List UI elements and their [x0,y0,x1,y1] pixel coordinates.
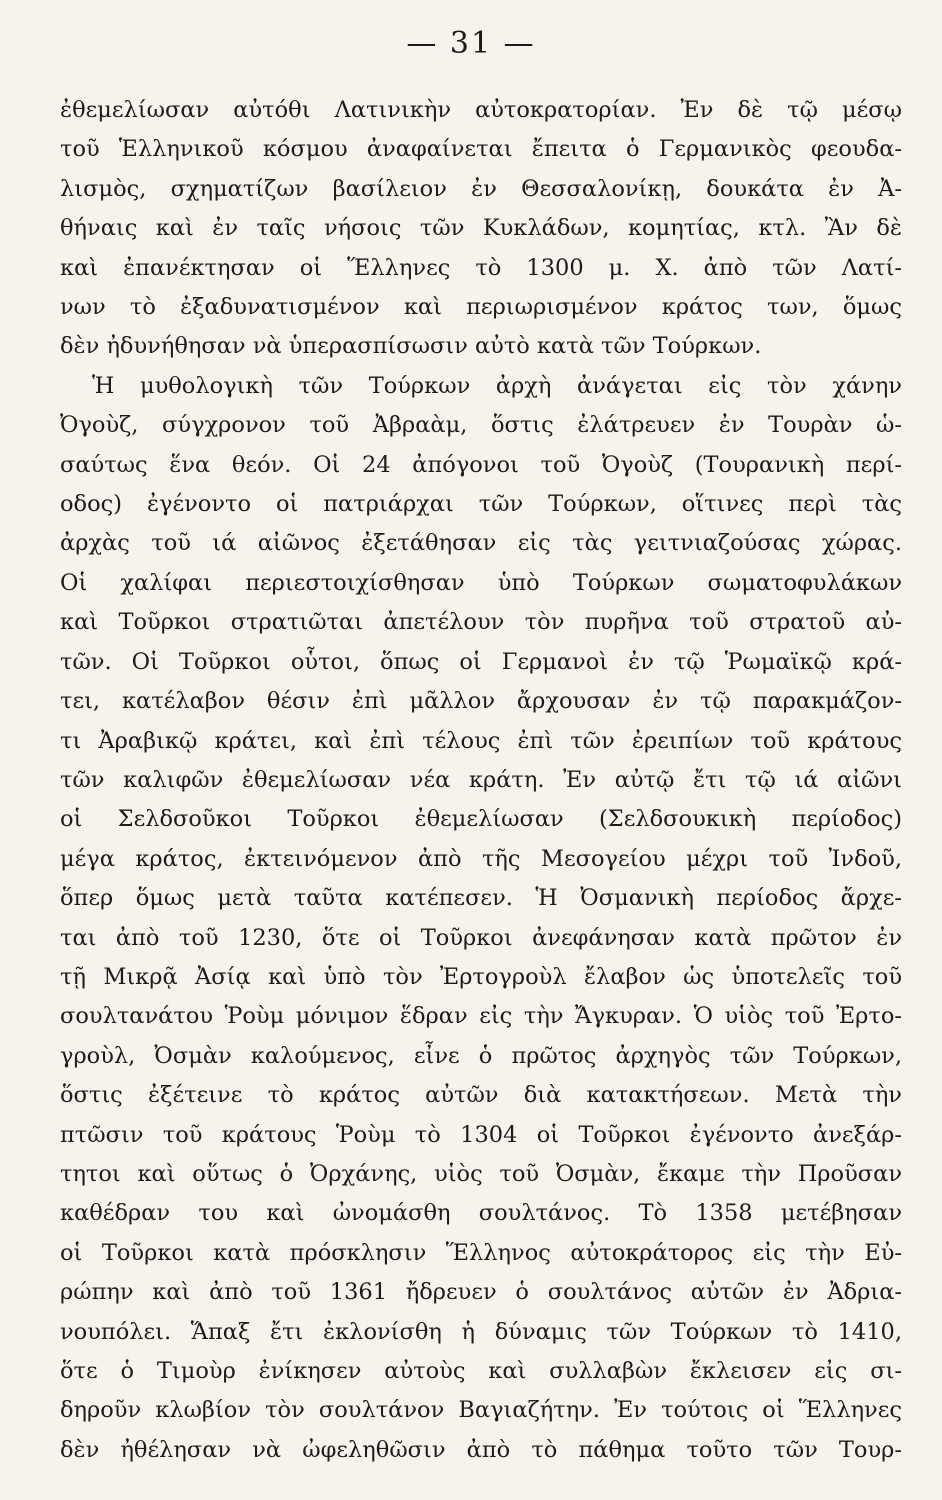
text-line: δὲν ἠθέλησαν νὰ ὠφεληθῶσιν ἀπὸ τὸ πάθημα τοῦτο τῶν Τουρ- [60,1436,902,1463]
text-line: καὶ Τοῦρκοι στρατιῶται ἀπετέλουν τὸν πυρῆνα τοῦ στρατοῦ αὐ- [60,609,902,636]
text-line: τῶν καλιφῶν ἐθεμελίωσαν νέα κράτη. Ἐν αὐτῷ ἔτι τῷ ιά αἰῶνι [60,766,902,793]
text-line: γροὺλ, Ὀσμὰν καλούμενος, εἶνε ὁ πρῶτος ἀρχηγὸς τῶν Τούρκων, [60,1042,902,1069]
text-line: νουπόλει. Ἅπαξ ἔτι ἐκλονίσθη ἡ δύναμις τῶν Τούρκων τὸ 1410, [60,1318,902,1345]
text-line: Οἱ χαλίφαι περιεστοιχίσθησαν ὑπὸ Τούρκων σωματοφυλάκων [60,569,902,596]
text-line: καθέδραν του καὶ ὠνομάσθη σουλτάνος. Τὸ 1358 μετέβησαν [60,1200,902,1227]
text-line: νων τὸ ἐξαδυνατισμένον καὶ περιωρισμένον κράτος των, ὅμως [60,294,902,321]
text-line: Ἡ μυθολογικὴ τῶν Τούρκων ἀρχὴ ἀνάγεται εἰς τὸν χάνην [92,372,902,399]
text-line: τητοι καὶ οὕτως ὁ Ὀρχάνης, υἱὸς τοῦ Ὀσμὰν, ἔκαμε τὴν Προῦσαν [60,1160,902,1187]
text-line: λισμὸς, σχηματίζων βασίλειον ἐν Θεσσαλονίκῃ, δουκάτα ἐν Ἀ- [60,175,902,202]
text-line: ται ἀπὸ τοῦ 1230, ὅτε οἱ Τοῦρκοι ἀνεφάνησαν κατὰ πρῶτον ἐν [60,924,902,951]
text-line: ὅτε ὁ Τιμοὺρ ἐνίκησεν αὐτοὺς καὶ συλλαβὼν ἔκλεισεν εἰς σι- [60,1358,902,1384]
text-line: τει, κατέλαβον θέσιν ἐπὶ μᾶλλον ἄρχουσαν ἐν τῷ παρακμάζον- [60,688,902,715]
text-line: τῶν. Οἱ Τοῦρκοι οὗτοι, ὅπως οἱ Γερμανοὶ ἐν τῷ Ῥωμαϊκῷ κρά- [60,648,902,675]
text-line: ρώπην καὶ ἀπὸ τοῦ 1361 ἤδρευεν ὁ σουλτάνος αὐτῶν ἐν Ἀδρια- [60,1279,902,1306]
text-line: Ὀγοὺζ, σύγχρονον τοῦ Ἀβραὰμ, ὅστις ἐλάτρευεν ἐν Τουρὰν ὡ- [60,412,902,439]
text-line: θήναις καὶ ἐν ταῖς νήσοις τῶν Κυκλάδων, κομητίας, κτλ. Ἂν δὲ [60,215,902,242]
text-line: δηροῦν κλωβίον τὸν σουλτάνον Βαγιαζήτην. Ἐν τούτοις οἱ Ἕλληνες [60,1397,902,1424]
text-line: τῇ Μικρᾷ Ἀσίᾳ καὶ ὑπὸ τὸν Ἐρτογροὺλ ἔλαβον ὡς ὑποτελεῖς τοῦ [60,963,902,990]
body-text [60,91,902,1470]
text-line: σουλτανάτου Ῥοὺμ μόνιμον ἕδραν εἰς τὴν Ἄγκυραν. Ὁ υἱὸς τοῦ Ἐρτο- [60,1003,902,1030]
text-line: οἱ Τοῦρκοι κατὰ πρόσκλησιν Ἕλληνος αὐτοκράτορος εἰς τὴν Εὐ- [60,1239,902,1266]
text-line: ὅστις ἐξέτεινε τὸ κράτος αὐτῶν διὰ κατακτήσεων. Μετὰ τὴν [60,1082,902,1109]
text-line: πτῶσιν τοῦ κράτους Ῥοὺμ τὸ 1304 οἱ Τοῦρκοι ἐγένοντο ἀνεξάρ- [60,1121,902,1148]
text-line: οἱ Σελδσοῦκοι Τοῦρκοι ἐθεμελίωσαν (Σελδσουκικὴ περίοδος) [60,806,902,833]
page-number: — 31 — [406,26,536,61]
text-line: τι Ἀραβικῷ κράτει, καὶ ἐπὶ τέλους ἐπὶ τῶν ἐρειπίων τοῦ κράτους [60,727,902,754]
text-line: οδος) ἐγένοντο οἱ πατριάρχαι τῶν Τούρκων, οἵτινες περὶ τὰς [60,491,902,518]
text-line: δὲν ἠδυνήθησαν νὰ ὑπερασπίσωσιν αὐτὸ κατὰ τῶν Τούρκων. [60,333,762,360]
text-line: ὅπερ ὅμως μετὰ ταῦτα κατέπεσεν. Ἡ Ὀσμανικὴ περίοδος ἄρχε- [60,885,902,912]
text-line: μέγα κράτος, ἐκτεινόμενον ἀπὸ τῆς Μεσογείου μέχρι τοῦ Ἰνδοῦ, [60,845,902,872]
text-line: καὶ ἐπανέκτησαν οἱ Ἕλληνες τὸ 1300 μ. Χ. ἀπὸ τῶν Λατί- [60,254,902,281]
text-line: ἀρχὰς τοῦ ιά αἰῶνος ἐξετάθησαν εἰς τὰς γειτνιαζούσας χώρας. [60,530,902,557]
text-line: σαύτως ἕνα θεόν. Οἱ 24 ἀπόγονοι τοῦ Ὀγοὺζ (Τουρανικὴ περί- [60,451,902,478]
text-line: τοῦ Ἑλληνικοῦ κόσμου ἀναφαίνεται ἔπειτα ὁ Γερμανικὸς φεουδα- [60,136,902,163]
text-line: ἐθεμελίωσαν αὐτόθι Λατινικὴν αὐτοκρατορίαν. Ἐν δὲ τῷ μέσῳ [60,97,902,123]
